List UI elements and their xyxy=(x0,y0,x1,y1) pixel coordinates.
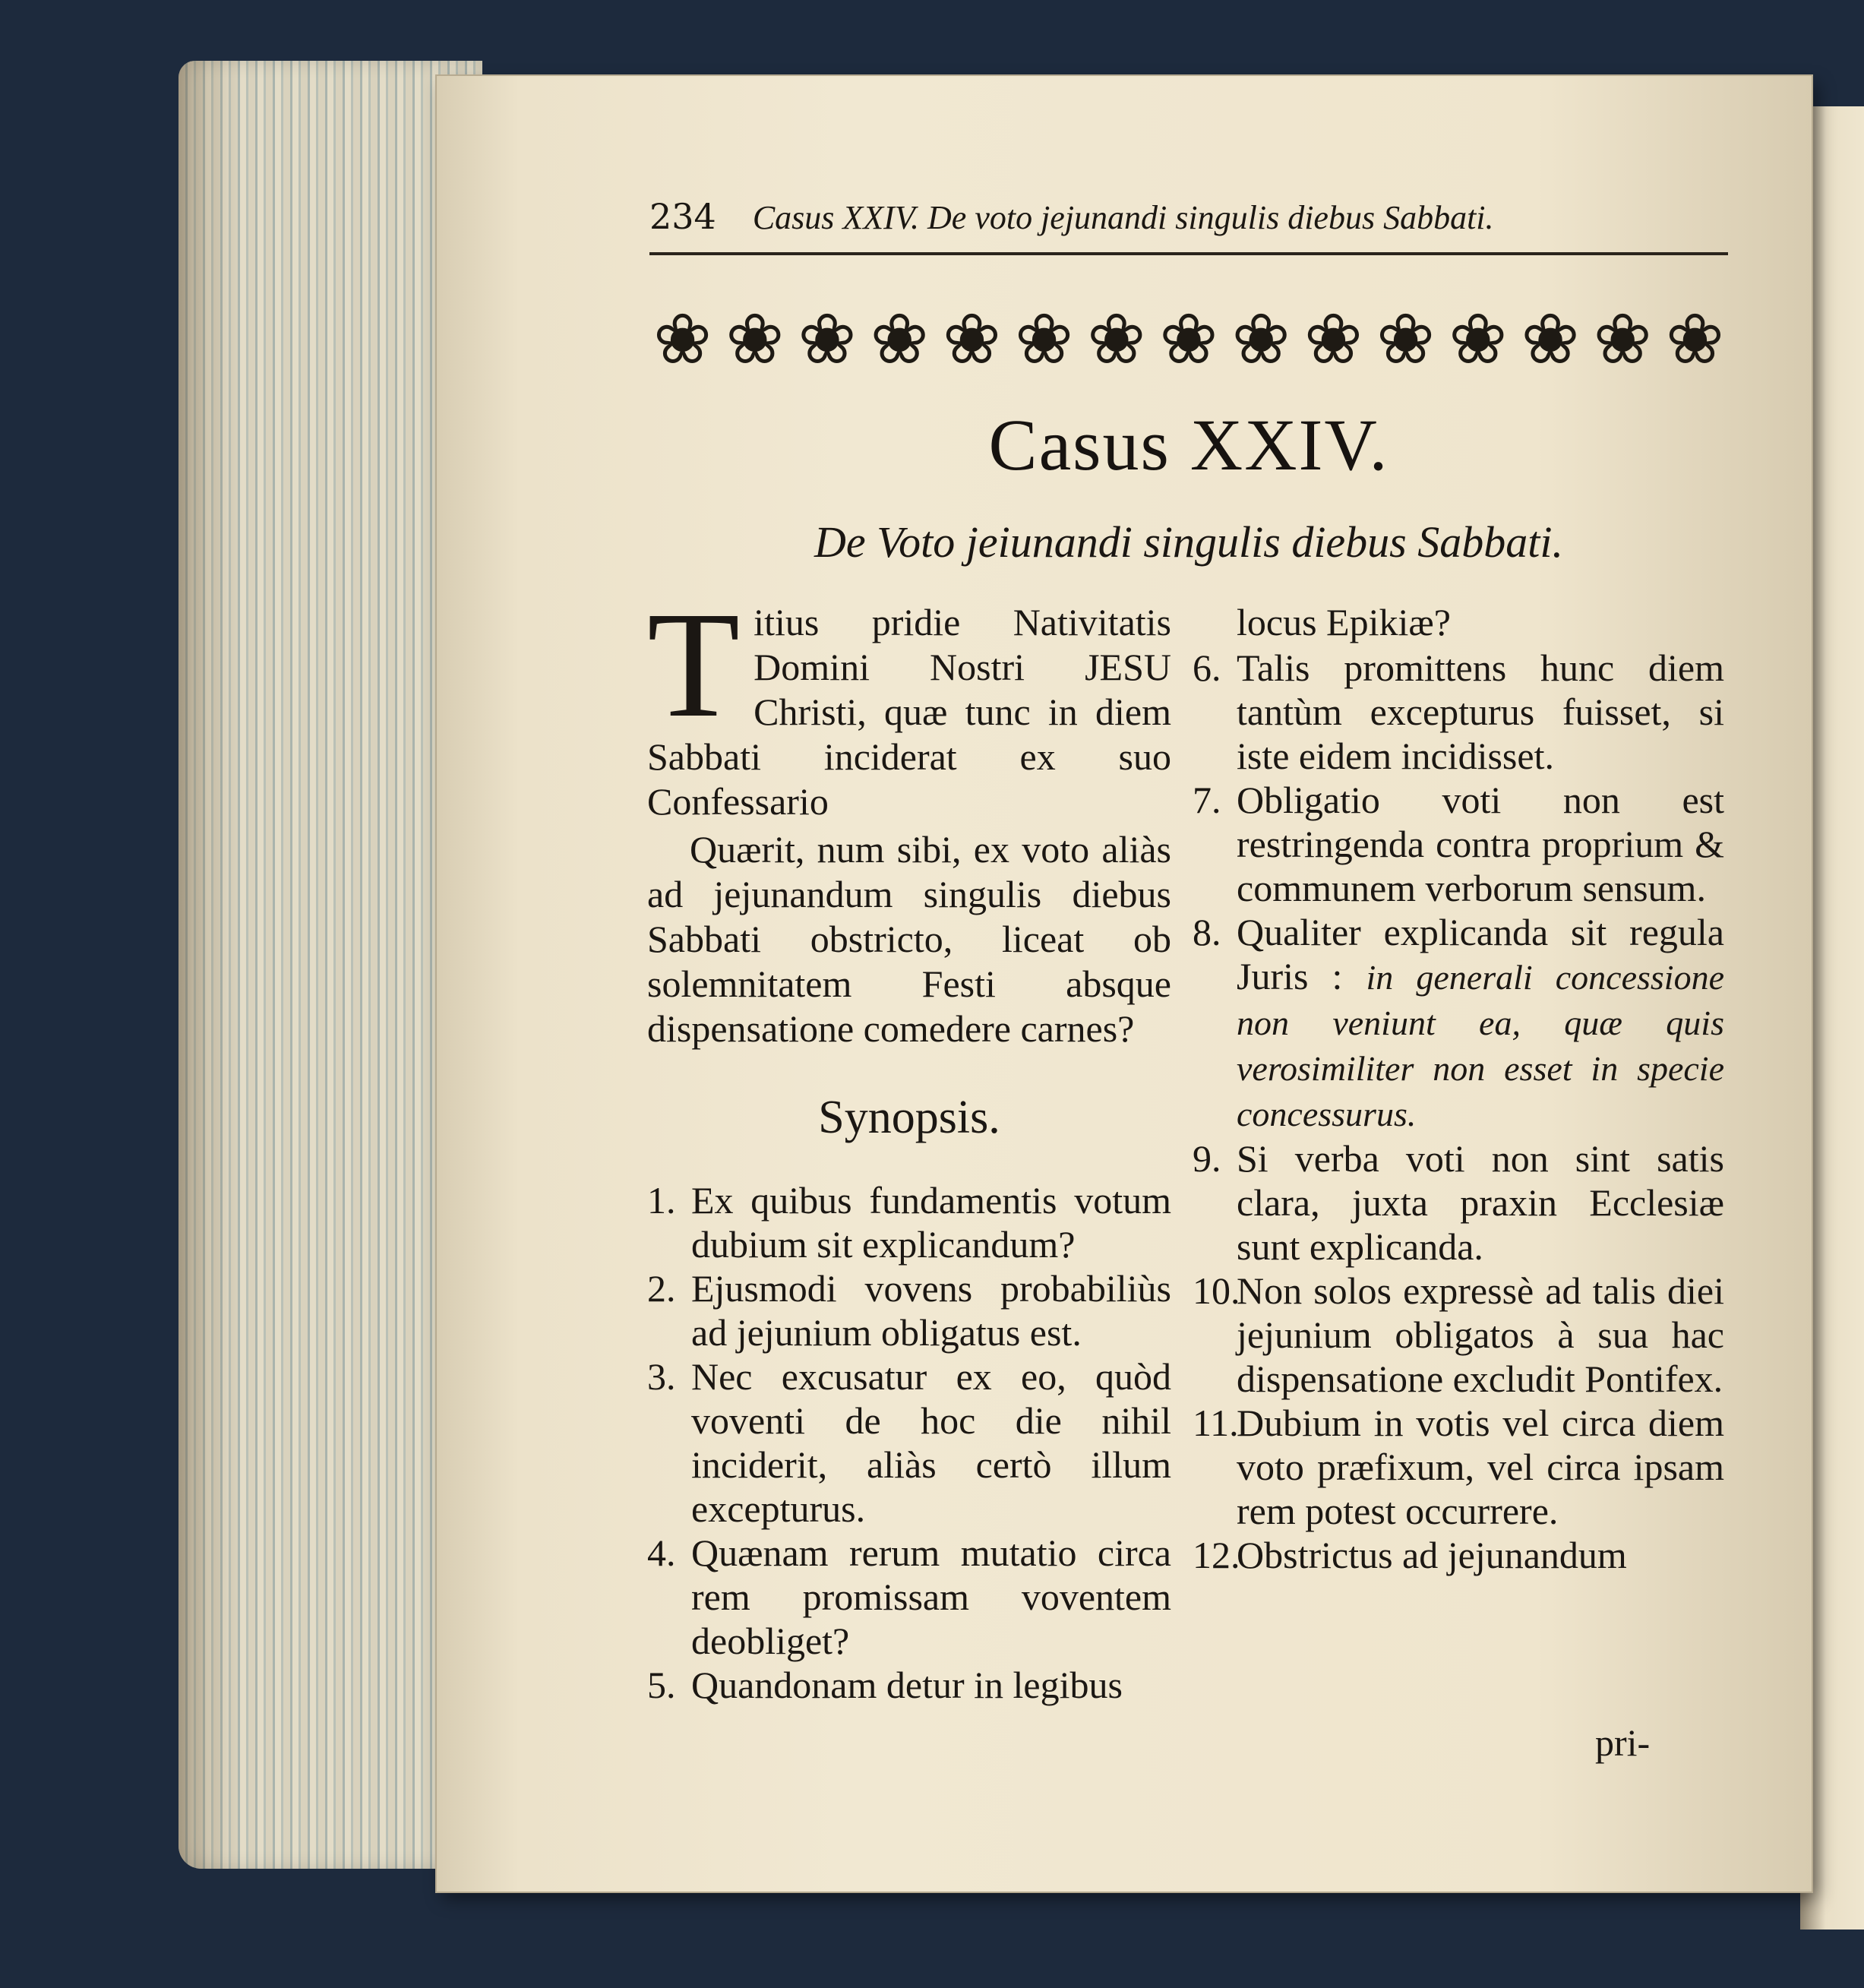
synopsis-item xyxy=(647,1531,1171,1663)
ornament-band xyxy=(653,295,1724,384)
ornament-flower-icon: ❀ xyxy=(653,299,712,380)
running-head xyxy=(649,196,1720,249)
ornament-flower-icon: ❀ xyxy=(798,299,857,380)
synopsis-item-number: 9. xyxy=(1193,1137,1221,1180)
synopsis-item-text xyxy=(1237,1269,1724,1401)
synopsis-item-text xyxy=(691,1663,1171,1707)
synopsis-item-text-plain: Talis promittens hunc diem tantùm excepturus fuisset, si iste eidem incidisset. xyxy=(1237,646,1724,777)
synopsis-item-number: 6. xyxy=(1193,646,1221,689)
ornament-flower-icon: ❀ xyxy=(942,299,1001,380)
continuation-line: locus Epikiæ? xyxy=(1237,601,1451,643)
synopsis-item-number: 2. xyxy=(647,1267,676,1310)
right-column xyxy=(1193,600,1724,1577)
synopsis-item xyxy=(1193,1401,1724,1533)
ornament-flower-icon: ❀ xyxy=(1665,299,1724,380)
synopsis-item-text xyxy=(691,1354,1171,1531)
synopsis-item-text xyxy=(691,1178,1171,1266)
synopsis-item xyxy=(647,1663,1171,1707)
second-paragraph: Quærit, num sibi, ex voto aliàs ad jejunandum singulis diebus Sabbati obstricto, liceat ob solemnitatem Festi absque dispensatione comedere carnes? xyxy=(647,828,1171,1050)
synopsis-item-text-plain: Obstrictus ad jejunandum xyxy=(1237,1534,1627,1576)
synopsis-item-text-plain: Dubium in votis vel circa diem voto præfixum, vel circa ipsam rem potest occurrere. xyxy=(1237,1402,1724,1532)
synopsis-item-number: 4. xyxy=(647,1531,676,1574)
synopsis-item-italic: in generali concessione non veniunt ea, quæ quis verosimiliter non esset in specie concessurus. xyxy=(1237,958,1724,1133)
synopsis-item-number: 5. xyxy=(647,1664,676,1706)
synopsis-item-text-plain: Quænam rerum mutatio circa rem promissam voventem deobliget? xyxy=(691,1531,1171,1662)
ornament-flower-icon: ❀ xyxy=(870,299,929,380)
synopsis-item-number: 8. xyxy=(1193,911,1221,953)
ornament-flower-icon: ❀ xyxy=(1449,299,1508,380)
chapter-heading: Casus XXIV. xyxy=(988,404,1389,485)
synopsis-item-text-plain: Nec excusatur ex eo, quòd voventi de hoc die nihil inciderit, aliàs certò illum excepturus. xyxy=(691,1355,1171,1530)
synopsis-item xyxy=(647,1266,1171,1354)
page-number: 234 xyxy=(649,196,716,237)
synopsis-item-number: 11. xyxy=(1193,1402,1239,1444)
synopsis-item xyxy=(647,1178,1171,1266)
synopsis-item-text xyxy=(1237,1533,1724,1577)
drop-cap: T xyxy=(647,581,741,749)
synopsis-item-number: 12. xyxy=(1193,1534,1240,1576)
synopsis-item-number: 1. xyxy=(647,1179,676,1222)
synopsis-item-text-plain: Ex quibus fundamentis votum dubium sit explicandum? xyxy=(691,1179,1171,1266)
synopsis-item-text xyxy=(1237,646,1724,778)
synopsis-item-text-plain: Quandonam detur in legibus xyxy=(691,1664,1123,1706)
catchword: pri- xyxy=(1595,1721,1651,1764)
synopsis-item xyxy=(1193,778,1724,910)
synopsis-item-text-plain: Non solos expressè ad talis diei jejunium obligatos à sua hac dispensatione excludit Pontifex. xyxy=(1237,1269,1724,1400)
synopsis-item xyxy=(1193,1269,1724,1401)
ornament-flower-icon: ❀ xyxy=(1521,299,1580,380)
synopsis-item-text xyxy=(1237,910,1724,1136)
synopsis-item xyxy=(647,1354,1171,1531)
synopsis-item-text-plain: Qualiter explicanda sit regula Juris : xyxy=(1237,911,1724,997)
ornament-flower-icon: ❀ xyxy=(1376,299,1436,380)
synopsis-title: Synopsis. xyxy=(818,1092,1000,1143)
synopsis-item xyxy=(1193,1533,1724,1577)
synopsis-item xyxy=(1193,1136,1724,1269)
synopsis-item xyxy=(1193,910,1724,1136)
synopsis-item-text-plain: Si verba voti non sint satis clara, juxta praxin Ecclesiæ sunt explicanda. xyxy=(1237,1137,1724,1268)
synopsis-item-text xyxy=(691,1266,1171,1354)
ornament-flower-icon: ❀ xyxy=(1159,299,1218,380)
header-rule xyxy=(649,252,1728,255)
synopsis-list-right xyxy=(1193,646,1724,1577)
synopsis-item-text-plain: Obligatio voti non est restringenda contra proprium & communem verborum sensum. xyxy=(1237,779,1724,909)
ornament-flower-icon: ❀ xyxy=(725,299,785,380)
synopsis-list-left xyxy=(647,1178,1171,1707)
running-title: Casus XXIV. De voto jejunandi singulis diebus Sabbati. xyxy=(752,199,1494,236)
synopsis-item-text xyxy=(1237,1136,1724,1269)
synopsis-item-number: 10. xyxy=(1193,1269,1240,1312)
left-column xyxy=(647,581,1171,1707)
synopsis-item-number: 3. xyxy=(647,1355,676,1398)
synopsis-item-text xyxy=(1237,778,1724,910)
synopsis-item-text-plain: Ejusmodi vovens probabiliùs ad jejunium obligatus est. xyxy=(691,1267,1171,1354)
ornament-flower-icon: ❀ xyxy=(1087,299,1146,380)
ornament-flower-icon: ❀ xyxy=(1303,299,1363,380)
first-paragraph-text: itius pridie Nativitatis Domini Nostri JESU Christi, quæ tunc in diem Sabbati inciderat ex suo Confessario xyxy=(647,601,1171,823)
ornament-flower-icon: ❀ xyxy=(1015,299,1074,380)
synopsis-item-text xyxy=(691,1531,1171,1663)
page-edges-shadow xyxy=(179,61,239,1869)
synopsis-item-text xyxy=(1237,1401,1724,1533)
synopsis-item xyxy=(1193,646,1724,778)
chapter-subheading: De Voto jeiunandi singulis diebus Sabbati. xyxy=(814,517,1563,567)
ornament-flower-icon: ❀ xyxy=(1231,299,1291,380)
ornament-flower-icon: ❀ xyxy=(1593,299,1652,380)
synopsis-item-number: 7. xyxy=(1193,779,1221,821)
first-paragraph xyxy=(647,581,1171,824)
